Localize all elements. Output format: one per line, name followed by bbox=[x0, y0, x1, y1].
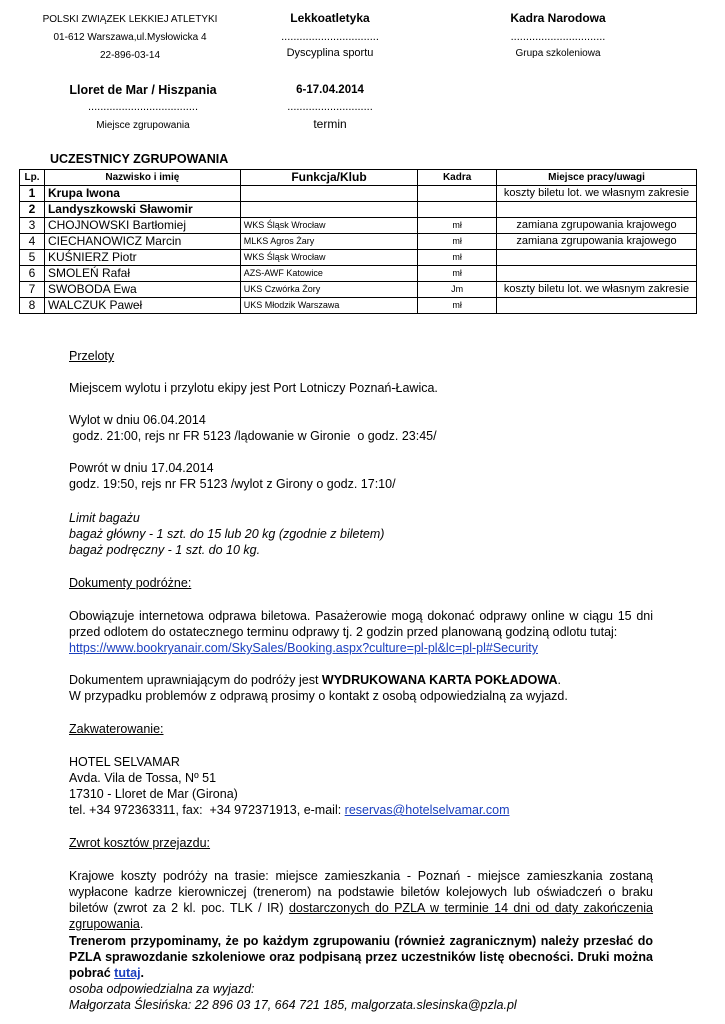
checkin-link[interactable]: https://www.bookryanair.com/SkySales/Booking.aspx?culture=pl-pl&lc=pl-pl#Security bbox=[69, 641, 538, 655]
row-kadra: mł bbox=[418, 266, 497, 282]
row-name: Landyszkowski Sławomir bbox=[44, 202, 240, 218]
row-lp: 4 bbox=[20, 234, 45, 250]
flights-heading: Przeloty bbox=[69, 349, 115, 363]
documents-heading: Dokumenty podróżne: bbox=[69, 576, 192, 590]
table-row bbox=[20, 282, 697, 298]
discipline-value: Lekkoatletyka bbox=[290, 11, 370, 25]
boarding-pass-info bbox=[69, 672, 669, 688]
row-kadra: Jm bbox=[418, 282, 497, 298]
row-notes bbox=[497, 250, 697, 266]
row-lp: 1 bbox=[20, 186, 45, 202]
checkin-text: Obowiązuje internetowa odprawa biletowa. Pasażerowie mogą dokonać odprawy online w ciągu 15 dni przed odlotem do ostatecznego terminu odprawy tj. 2 godzin przed planowaną godziną odlotu tutaj: bbox=[69, 609, 653, 639]
row-name: WALCZUK Paweł bbox=[44, 298, 240, 314]
hotel-city: 17310 - Lloret de Mar (Girona) bbox=[69, 787, 238, 801]
reminder-text bbox=[69, 933, 653, 981]
boarding-suffix: . bbox=[557, 673, 562, 687]
row-name: KUŚNIERZ Piotr bbox=[44, 250, 240, 266]
refund-text bbox=[69, 868, 653, 932]
baggage-main: bagaż główny - 1 szt. do 15 lub 20 kg (zgodnie z biletem) bbox=[69, 527, 385, 541]
row-notes: koszty biletu lot. we własnym zakresie bbox=[497, 282, 697, 298]
col-header-function: Funkcja/Klub bbox=[240, 170, 418, 186]
row-name: CHOJNOWSKI Bartłomiej bbox=[44, 218, 240, 234]
refund-text-end: . bbox=[139, 917, 144, 931]
row-notes bbox=[497, 266, 697, 282]
row-kadra bbox=[418, 202, 497, 218]
hotel-name: HOTEL SELVAMAR bbox=[69, 755, 180, 769]
problems-info: W przypadku problemów z odprawą prosimy o kontakt z osobą odpowiedzialną za wyjazd. bbox=[69, 689, 568, 703]
row-notes: zamiana zgrupowania krajowego bbox=[497, 234, 697, 250]
forms-download-link[interactable]: tutaj bbox=[114, 966, 141, 980]
org-address: 01-612 Warszawa,ul.Mysłowicka 4 bbox=[53, 32, 207, 43]
row-club: UKS Młodzik Warszawa bbox=[240, 298, 418, 314]
place-dots: .................................... bbox=[87, 101, 199, 113]
contact-label: osoba odpowiedzialna za wyjazd: bbox=[69, 982, 255, 996]
hotel-street: Avda. Vila de Tossa, Nº 51 bbox=[69, 771, 217, 785]
participants-table bbox=[19, 169, 697, 314]
row-club: AZS-AWF Katowice bbox=[240, 266, 418, 282]
refund-heading: Zwrot kosztów przejazdu: bbox=[69, 836, 211, 850]
term-dots: ............................ bbox=[287, 101, 373, 113]
row-name: SWOBODA Ewa bbox=[44, 282, 240, 298]
col-header-notes: Miejsce pracy/uwagi bbox=[497, 170, 697, 186]
departure-date: Wylot w dniu 06.04.2014 bbox=[69, 413, 206, 427]
row-notes: koszty biletu lot. we własnym zakresie bbox=[497, 186, 697, 202]
row-kadra: mł bbox=[418, 298, 497, 314]
reminder-bold-end: . bbox=[140, 966, 145, 980]
table-row bbox=[20, 202, 697, 218]
table-row bbox=[20, 234, 697, 250]
row-name: CIECHANOWICZ Marcin bbox=[44, 234, 240, 250]
org-name: POLSKI ZWIĄZEK LEKKIEJ ATLETYKI bbox=[42, 14, 218, 25]
flights-section bbox=[69, 348, 669, 364]
row-lp: 8 bbox=[20, 298, 45, 314]
row-club bbox=[240, 202, 418, 218]
table-row bbox=[20, 186, 697, 202]
table-row bbox=[20, 298, 697, 314]
row-lp: 6 bbox=[20, 266, 45, 282]
refund-text-underlined: dostarczonych do PZLA w terminie 14 dni od daty zakończenia zgrupowania bbox=[69, 901, 654, 931]
participants-title: UCZESTNICY ZGRUPOWANIA bbox=[50, 152, 229, 166]
table-row bbox=[20, 218, 697, 234]
row-club: WKS Śląsk Wrocław bbox=[240, 250, 418, 266]
row-kadra: mł bbox=[418, 234, 497, 250]
accommodation-heading: Zakwaterowanie: bbox=[69, 722, 164, 736]
row-name: SMOLEŃ Rafał bbox=[44, 266, 240, 282]
discipline-dots: ................................ bbox=[281, 31, 379, 43]
boarding-prefix: Dokumentem uprawniającym do podróży jest bbox=[69, 673, 322, 687]
group-label: Grupa szkoleniowa bbox=[515, 48, 601, 59]
term-label: termin bbox=[313, 117, 347, 131]
group-value: Kadra Narodowa bbox=[510, 11, 606, 25]
baggage-hand: bagaż podręczny - 1 szt. do 10 kg. bbox=[69, 543, 261, 557]
row-club bbox=[240, 186, 418, 202]
term-value: 6-17.04.2014 bbox=[296, 84, 364, 96]
org-phone: 22-896-03-14 bbox=[99, 50, 161, 61]
row-kadra: mł bbox=[418, 218, 497, 234]
table-header-row bbox=[20, 170, 697, 186]
place-value: Lloret de Mar / Hiszpania bbox=[69, 83, 217, 97]
return-date: Powrót w dniu 17.04.2014 bbox=[69, 461, 214, 475]
hotel-email-link[interactable]: reservas@hotelselvamar.com bbox=[344, 803, 510, 817]
row-club: WKS Śląsk Wrocław bbox=[240, 218, 418, 234]
contact-person: Małgorzata Ślesińska: 22 896 03 17, 664 721 185, malgorzata.slesinska@pzla.pl bbox=[69, 998, 517, 1012]
col-header-lp: Lp. bbox=[20, 170, 45, 186]
return-details: godz. 19:50, rejs nr FR 5123 /wylot z Girony o godz. 17:10/ bbox=[69, 477, 396, 491]
row-lp: 7 bbox=[20, 282, 45, 298]
hotel-contact bbox=[69, 802, 669, 818]
col-header-kadra: Kadra bbox=[418, 170, 497, 186]
boarding-pass-bold: WYDRUKOWANA KARTA POKŁADOWA bbox=[321, 673, 558, 687]
departure-details: godz. 21:00, rejs nr FR 5123 /lądowanie w Gironie o godz. 23:45/ bbox=[69, 429, 437, 443]
row-club: MLKS Agros Żary bbox=[240, 234, 418, 250]
hotel-contact-text: tel. +34 972363311, fax: +34 972371913, e-mail: bbox=[69, 803, 345, 817]
col-header-name: Nazwisko i imię bbox=[44, 170, 240, 186]
row-lp: 5 bbox=[20, 250, 45, 266]
row-name: Krupa Iwona bbox=[44, 186, 240, 202]
row-kadra bbox=[418, 186, 497, 202]
group-dots: ............................... bbox=[510, 31, 606, 43]
baggage-title: Limit bagażu bbox=[69, 511, 140, 525]
row-club: UKS Czwórka Żory bbox=[240, 282, 418, 298]
row-lp: 2 bbox=[20, 202, 45, 218]
refund-text-plain: Krajowe koszty podróży na trasie: miejsce zamieszkania - Poznań - miejsce zamieszkania zostaną wypłacone kadrze kierowniczej (trenerom) na podstawie biletów kolejowych lub oświadczeń o braku biletów (zwrot za 2 kl. poc. TLK / IR) bbox=[69, 869, 653, 915]
row-kadra: mł bbox=[418, 250, 497, 266]
airport-info: Miejscem wylotu i przylotu ekipy jest Port Lotniczy Poznań-Ławica. bbox=[69, 381, 438, 395]
row-notes: zamiana zgrupowania krajowego bbox=[497, 218, 697, 234]
table-row bbox=[20, 250, 697, 266]
row-notes bbox=[497, 298, 697, 314]
place-label: Miejsce zgrupowania bbox=[96, 120, 190, 131]
row-notes bbox=[497, 202, 697, 218]
discipline-label: Dyscyplina sportu bbox=[286, 47, 374, 59]
reminder-bold-text: Trenerom przypominamy, że po każdym zgrupowaniu (również zagranicznym) należy przesłać do PZLA sprawozdanie szkoleniowe oraz podpisaną przez uczestników listę obecności. Druki można pobrać bbox=[69, 934, 653, 980]
table-row bbox=[20, 266, 697, 282]
row-lp: 3 bbox=[20, 218, 45, 234]
